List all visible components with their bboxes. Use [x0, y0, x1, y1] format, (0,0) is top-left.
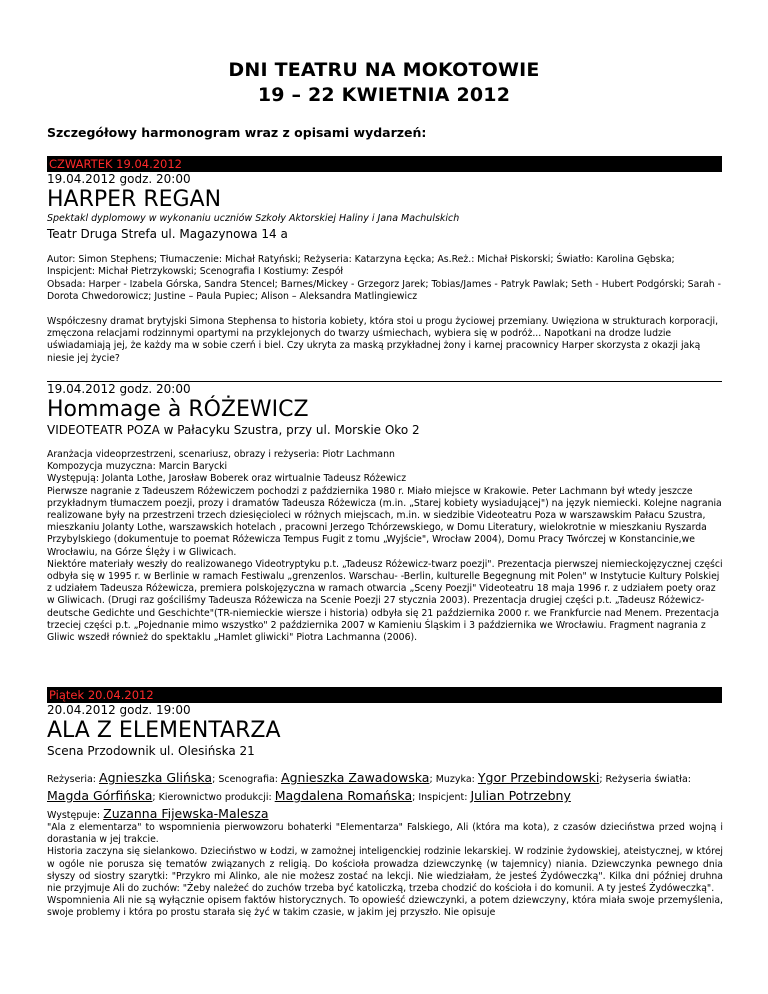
- person-name: Magda Górfińska: [47, 788, 153, 803]
- event-datetime: 19.04.2012 godz. 20:00: [47, 172, 191, 186]
- description-paragraph: Wspomnienia Ali nie są wyłącznie opisem faktów historycznych. To opowieść dziewczynki, a potem dziewczyny, która miała swoje przemyślenia, swoje problemy i która po prostu starała się żyć w takim czasie, w jakim jej przyszło. Nie opisuje: [47, 895, 723, 919]
- role-label: Scenografia:: [218, 774, 279, 785]
- event-description: [47, 822, 723, 920]
- description-paragraph: Historia zaczyna się sielankowo. Dzieciństwo w Łodzi, w zamożnej inteligenckiej rodzinie lekarskiej. W rodzinie żydowskiej, ateistycznej, w której w ogóle nie porusza się tematów związanych z religią. Do kościoła prowadza dziewczynkę (w tajemnicy) niania. Dziewczynka pewnego dnia słyszy od siostry szarytki: "Przykro mi Alinko, ale nie możesz zostać na lekcji. Nie wiedziałam, że jesteś Żydóweczką". Kilka dni później druhna nie przyjmuje Ali do zuchów: "Żeby należeć do zuchów trzeba być katoliczką, trzeba chodzić do kościoła i do komunii. A ty jesteś Żydóweczką".: [47, 846, 723, 895]
- day-bar-friday: Piątek 20.04.2012: [47, 687, 722, 703]
- event-tagline: Spektakl dyplomowy w wykonaniu uczniów Szkoły Aktorskiej Haliny i Jana Machulskich: [47, 213, 460, 224]
- role-label: Występuje:: [47, 810, 101, 821]
- credit-line: Kompozycja muzyczna: Marcin Barycki: [47, 461, 228, 473]
- event-title: Hommage à RÓŻEWICZ: [47, 397, 309, 422]
- person-name: Zuzanna Fijewska-Malesza: [103, 806, 269, 821]
- person-name: Julian Potrzebny: [470, 788, 571, 803]
- event-venue: Teatr Druga Strefa ul. Magazynowa 14 a: [47, 227, 288, 241]
- event-credits: Reżyseria: Agnieszka Glińska; Scenografia: Agnieszka Zawadowska; Muzyka: Ygor Przebindowski; Reżyseria światła: Magda Górfińska; Kierownictwo produkcji: Magdalena Romańska; Inspicjent: Julian Potrzebny Występuje: Zuzanna Fijewska-Malesza: [47, 770, 691, 821]
- credit-line: Występują: Jolanta Lothe, Jarosław Boberek oraz wirtualnie Tadeusz Różewicz: [47, 473, 407, 485]
- person-name: Ygor Przebindowski: [477, 770, 600, 785]
- event-venue: VIDEOTEATR POZA w Pałacyku Szustra, przy ul. Morskie Oko 2: [47, 423, 420, 437]
- day-bar-thursday: CZWARTEK 19.04.2012: [47, 156, 722, 172]
- role-label: Inspicjent:: [418, 792, 468, 803]
- role-label: Reżyseria światła:: [605, 774, 691, 785]
- title-line-1: DNI TEATRU NA MOKOTOWIE: [228, 59, 540, 81]
- event-credits: Autor: Simon Stephens; Tłumaczenie: Michał Ratyński; Reżyseria: Katarzyna Łęcka; As.Reż.: Michał Piskorski; Światło: Karolina Gębska; Inspicjent: Michał Pietrzykowski; Scenografia I Kostiumy: Zespół: [47, 254, 675, 278]
- event-credits-list: [47, 449, 723, 644]
- schedule-subtitle: Szczegółowy harmonogram wraz z opisami wydarzeń:: [47, 125, 427, 140]
- document-title: [0, 58, 768, 108]
- event-cast: Obsada: Harper - Izabela Górska, Sandra Stencel; Barnes/Mickey - Grzegorz Jarek; Tobias/James - Patryk Pawlak; Seth - Hubert Podgórski; Sarah - Dorota Chwedorowicz; Justine – Paula Pupiec; Alison – Aleksandra Matlingiewicz: [47, 279, 721, 303]
- person-name: Agnieszka Glińska: [99, 770, 213, 785]
- person-name: Magdalena Romańska: [274, 788, 413, 803]
- description-paragraph: "Ala z elementarza" to wspomnienia pierwowzoru bohaterki "Elementarza" Falskiego, Ali (która ma kota), z czasów dzieciństwa przed wojną i dorastania w jej trakcie.: [47, 822, 723, 846]
- credit-line: Aranżacja videoprzestrzeni, scenariusz, obrazy i reżyseria: Piotr Lachmann: [47, 449, 395, 460]
- event-history-paragraph: Pierwsze nagranie z Tadeuszem Różewiczem pochodzi z października 1980 r. Miało miejsce w Krakowie. Peter Lachmann był wtedy jeszcze przykładnym tłumaczem poezji, prozy i dramatów Tadeusza Różewicza (m.in. „Starej kobiety wysiadującej") na język niemiecki. Kolejne nagrania realizowane były na przestrzeni trzech dziesięcioleci w różnych miejscach, m.in. w siedzibie Videoteatru Poza w warszawskim Pałacu Szustra, mieszkaniu Jolanty Lothe, warszawskich hotelach , pracowni Jerzego Tchórzewskiego, w Domu Literatury, wielokrotnie w mieszkaniu Ryszarda Przybylskiego (dokumentuje to poemat Różewicza Tempus Fugit z tomu „Wyjście", Wrocław 2004), Domu Pracy Twórczej w Konstancinie,we Wrocławiu, na Górze Ślęży i w Gliwicach.: [47, 485, 722, 558]
- role-label: Muzyka:: [435, 774, 475, 785]
- title-line-2: 19 – 22 KWIETNIA 2012: [257, 84, 511, 106]
- event-datetime: 20.04.2012 godz. 19:00: [47, 703, 191, 717]
- event-title: HARPER REGAN: [47, 187, 222, 212]
- event-title: ALA Z ELEMENTARZA: [47, 718, 281, 743]
- event-history-paragraph: Niektóre materiały weszły do realizowanego Videotryptyku p.t. „Tadeusz Różewicz-twarz poezji". Prezentacja pierwszej niemieckojęzycznej części odbyła się w 1995 r. w Berlinie w ramach Festiwalu „grenzenlos. Warschau- -Berlin, kulturelle Begegnung mit Polen" w Instytucie Kultury Polskiej z udziałem Tadeusza Różewicza, premiera polskojęzyczna w ramach otwarcia „Sceny Poezji" Videoteatru 18 maja 1996 r. z udziałem poety oraz w Gliwicach. (Drugi raz gościliśmy Tadeusza Różewicza na Scenie Poezji 27 stycznia 2003). Prezentacja drugiej części p.t. „Tadeusz Różewicz-deutsche Gedichte und Geschichte"(TR-niemieckie wiersze i historia) odbyła się 21 października 2000 r. we Frankfurcie nad Menem. Prezentacja trzeciej części p.t. „Pojednanie mimo wszystko" 2 października 2007 w Kamieniu Śląskim i 3 października we Wrocławiu. Fragment nagrania z Gliwic wszedł również do spektaklu „Hamlet gliwicki" Piotra Lachmanna (2006).: [47, 558, 723, 644]
- event-venue: Scena Przodownik ul. Olesińska 21: [47, 744, 255, 758]
- role-label: Reżyseria:: [47, 774, 96, 785]
- event-description: Współczesny dramat brytyjski Simona Stephensa to historia kobiety, która stoi u progu życiowej przemiany. Uwięziona w strukturach korporacji, zmęczona relacjami rodzinnymi opartymi na przyklejonych do twarzy uśmiechach, wybiera się w podróż... Napotkani na drodze ludzie uświadamiają jej, że każdy ma w sobie czerń i biel. Czy ukryta za maską przykładnej żony i karnej pracownicy Harper skorzysta z okazji jaką niesie jej życie?: [47, 316, 719, 364]
- person-name: Agnieszka Zawadowska: [281, 770, 430, 785]
- event-datetime: 19.04.2012 godz. 20:00: [47, 382, 191, 396]
- role-label: Kierownictwo produkcji:: [158, 792, 272, 803]
